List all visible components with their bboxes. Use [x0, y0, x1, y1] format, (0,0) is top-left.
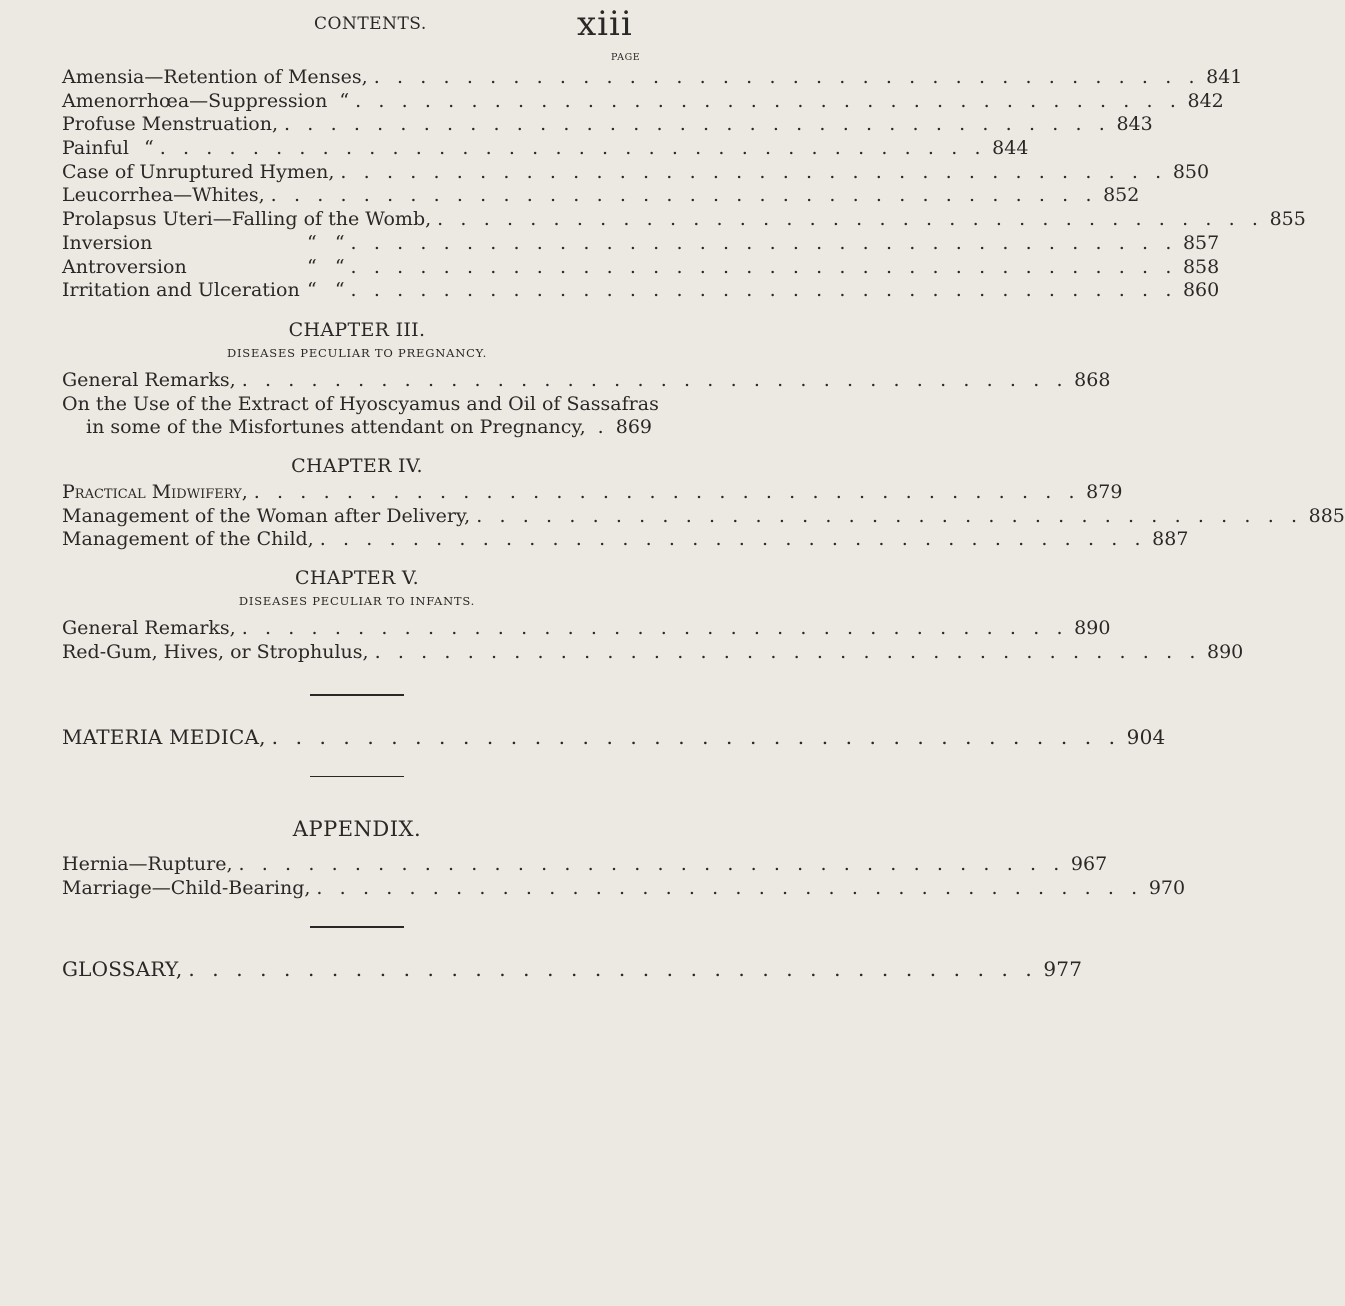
dot-leader: . . . . . . . . . . . . . . . . . . . . . . . . . . . . . . . . . . . . — [355, 89, 1182, 112]
chapter-heading: CHAPTER IV. — [291, 454, 423, 477]
toc-entry — [62, 480, 1123, 505]
chapter-subheading: DISEASES PECULIAR TO INFANTS. — [238, 594, 476, 608]
entry-title: Profuse Menstruation, — [62, 113, 279, 136]
table-of-contents — [62, 66, 1345, 982]
dot-leader: . . . . . . . . . . . . . . . . . . . . . . . . . . . . . . . . . . . . — [373, 66, 1201, 88]
entry-page: 869 — [615, 416, 652, 439]
entry-page: 890 — [1074, 617, 1111, 639]
entry-page: 885 — [1308, 504, 1345, 527]
chapter-heading: CHAPTER III. — [288, 318, 426, 341]
toc-entry — [62, 956, 1083, 982]
toc-entry — [62, 137, 1029, 161]
entry-page: 844 — [992, 137, 1029, 160]
dot-leader: . . . . . . . . . . . . . . . . . . . . . . . . . . . . . . . . . . . . — [284, 113, 1111, 136]
dot-leader: . . . . . . . . . . . . . . . . . . . . . . . . . . . . . . . . . . . . — [238, 853, 1065, 876]
entry-title: Red-Gum, Hives, or Strophulus, — [62, 640, 369, 663]
entry-title: Hernia—Rupture, — [62, 853, 233, 876]
entry-page: 858 — [1182, 255, 1220, 278]
chapter-heading: CHAPTER V. — [295, 567, 419, 589]
dot-leader: . . . . . . . . . . . . . . . . . . . . . . . . . . . . . . . . . . . . — [159, 137, 987, 160]
toc-entry — [62, 528, 1189, 552]
entry-title: General Remarks, — [62, 368, 236, 391]
dot-leader: . — [597, 416, 604, 439]
entry-title-line1: On the Use of the Extract of Hyoscyamus and Oil of Sassafras — [62, 392, 659, 415]
dot-leader: . . . . . . . . . . . . . . . . . . . . . . . . . . . . . . . . . . . . — [437, 208, 1264, 231]
toc-entry — [62, 184, 1140, 208]
entry-title: Leucorrhea—Whites, — [62, 184, 265, 207]
ditto-mark: “ — [144, 137, 154, 160]
toc-entry — [62, 231, 1220, 256]
entry-page: 970 — [1148, 876, 1186, 899]
entry-title: Antroversion — [62, 255, 187, 278]
dot-leader: . . . . . . . . . . . . . . . . . . . . . . . . . . . . . . . . . . . . — [241, 617, 1069, 639]
entry-title: MATERIA MEDICA, — [62, 724, 266, 749]
toc-entry — [62, 66, 1243, 90]
toc-entry — [62, 853, 1108, 877]
entry-page: 842 — [1187, 89, 1224, 112]
toc-entry — [62, 724, 1166, 750]
dot-leader: . . . . . . . . . . . . . . . . . . . . . . . . . . . . . . . . . . . . — [241, 368, 1069, 391]
toc-entry — [62, 89, 1224, 114]
appendix-heading: APPENDIX. — [292, 817, 422, 842]
dot-leader: . . . . . . . . . . . . . . . . . . . . . . . . . . . . . . . . . . . . — [350, 255, 1177, 278]
entry-page: 967 — [1070, 853, 1108, 876]
page-number: xiii — [577, 4, 633, 44]
entry-title: Marriage—Child-Bearing, — [62, 876, 311, 899]
dot-leader: . . . . . . . . . . . . . . . . . . . . . . . . . . . . . . . . . . . . — [350, 231, 1177, 254]
entry-title: Inversion — [62, 231, 153, 254]
toc-entry — [62, 279, 1220, 303]
toc-entry — [62, 113, 1153, 137]
entry-page: 850 — [1172, 160, 1210, 183]
entry-page: 852 — [1103, 184, 1140, 207]
entry-page: 890 — [1207, 640, 1244, 663]
entry-title: Management of the Child, — [62, 528, 314, 551]
dot-leader: . . . . . . . . . . . . . . . . . . . . . . . . . . . . . . . . . . . . — [350, 279, 1177, 302]
entry-page: 887 — [1152, 528, 1189, 551]
ditto-mark: “ “ — [307, 231, 345, 254]
entry-page: 857 — [1182, 231, 1220, 254]
dot-leader: . . . . . . . . . . . . . . . . . . . . . . . . . . . . . . . . . . . . — [476, 504, 1303, 527]
entry-title: Practical Midwifery, — [62, 480, 248, 503]
entry-page: 879 — [1086, 480, 1123, 503]
dot-leader: . . . . . . . . . . . . . . . . . . . . . . . . . . . . . . . . . . . . — [270, 184, 1098, 207]
entry-title: Prolapsus Uteri—Falling of the Womb, — [62, 208, 432, 231]
toc-entry — [62, 617, 1111, 641]
entry-page: 904 — [1126, 724, 1166, 749]
dot-leader: . . . . . . . . . . . . . . . . . . . . . . . . . . . . . . . . . . . . — [340, 160, 1167, 183]
dot-leader: . . . . . . . . . . . . . . . . . . . . . . . . . . . . . . . . . . . . — [253, 480, 1081, 503]
entry-title-line2: in some of the Misfortunes attendant on Pregnancy, — [86, 416, 586, 439]
entry-title: Painful — [62, 137, 129, 160]
entry-title: Amensia—Retention of Menses, — [62, 66, 368, 88]
ditto-mark: “ — [339, 89, 350, 112]
chapter-subheading: DISEASES PECULIAR TO PREGNANCY. — [226, 345, 488, 360]
ditto-mark: “ “ — [307, 279, 345, 302]
entry-page: 977 — [1043, 956, 1083, 981]
entry-page: 843 — [1116, 113, 1153, 136]
toc-entry — [62, 416, 652, 440]
toc-entry — [62, 368, 1111, 393]
entry-title: Case of Unruptured Hymen, — [62, 160, 335, 183]
dot-leader: . . . . . . . . . . . . . . . . . . . . . . . . . . . . . . . . . . . . — [188, 956, 1038, 981]
toc-entry — [62, 876, 1186, 901]
toc-entry — [62, 640, 1244, 665]
toc-entry — [62, 208, 1306, 232]
toc-entry — [62, 160, 1210, 185]
entry-page: 868 — [1074, 368, 1111, 391]
dot-leader: . . . . . . . . . . . . . . . . . . . . . . . . . . . . . . . . . . . . — [316, 876, 1143, 899]
page-column-label: PAGE — [611, 52, 641, 63]
entry-page: 860 — [1182, 279, 1220, 302]
entry-page: 855 — [1269, 208, 1306, 231]
dot-leader: . . . . . . . . . . . . . . . . . . . . . . . . . . . . . . . . . . . . — [374, 640, 1201, 663]
dot-leader: . . . . . . . . . . . . . . . . . . . . . . . . . . . . . . . . . . . . — [319, 528, 1147, 551]
toc-entry-line — [62, 392, 659, 417]
entry-title: GLOSSARY, — [62, 956, 183, 981]
ditto-mark: “ “ — [307, 255, 345, 278]
toc-entry — [62, 255, 1220, 280]
dot-leader: . . . . . . . . . . . . . . . . . . . . . . . . . . . . . . . . . . . . — [271, 724, 1121, 749]
entry-title: General Remarks, — [62, 617, 236, 639]
entry-title: Amenorrhœa—Suppression — [62, 89, 328, 112]
entry-page: 841 — [1206, 66, 1243, 88]
running-title: CONTENTS. — [314, 14, 427, 34]
toc-entry — [62, 504, 1345, 529]
entry-title: Irritation and Ulceration — [62, 279, 300, 302]
entry-title: Management of the Woman after Delivery, — [62, 504, 471, 527]
